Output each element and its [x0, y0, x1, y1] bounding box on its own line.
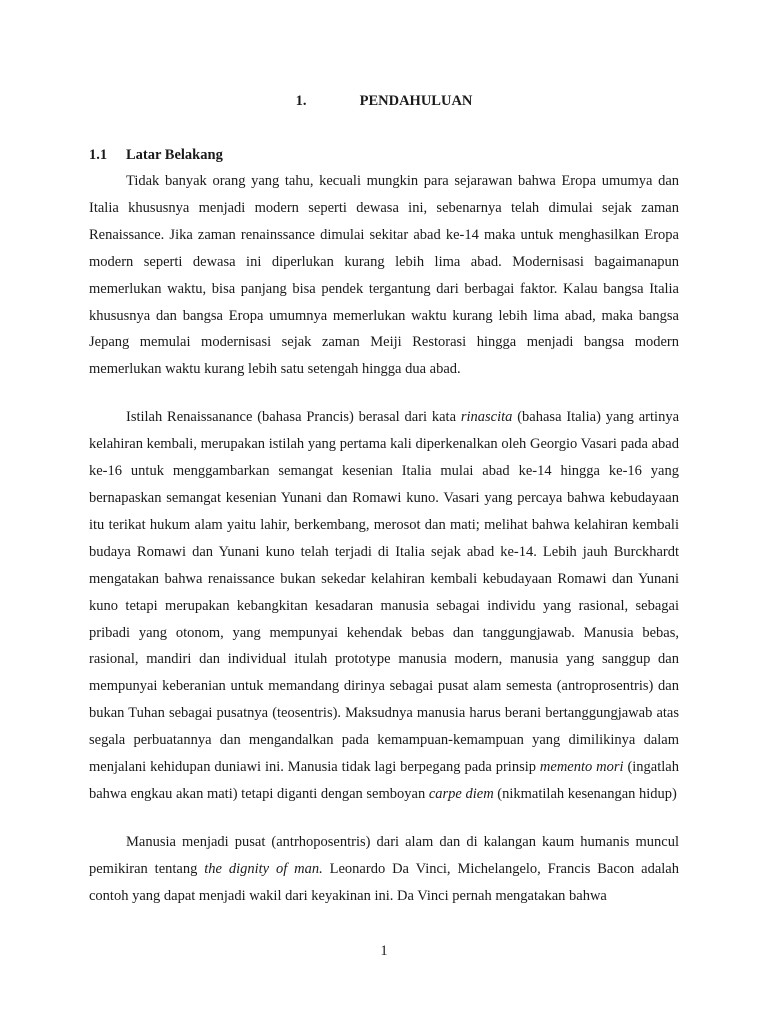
section-heading [89, 147, 223, 164]
page-number: 1 [380, 943, 388, 959]
paragraph-2-text-c: (ingatlah bahwa engkau akan mati) tetapi diganti dengan semboyan [89, 759, 679, 802]
paragraph-2 [89, 404, 679, 808]
body-text [89, 168, 679, 910]
paragraph-3-text-b: Leonardo Da Vinci, Michelangelo, Francis Bacon adalah contoh yang dapat menjadi wakil dari keyakinan ini. Da Vinci pernah mengatakan bahwa [89, 860, 679, 904]
paragraph-1 [89, 168, 679, 383]
paragraph-1-text: Tidak banyak orang yang tahu, kecuali mungkin para sejarawan bahwa Eropa umumya dan Italia khususnya menjadi modern seperti dewasa ini, sebenarnya telah dimulai sejak zaman Renaissance. Jika zaman renainssance dimulai sekitar abad ke-14 maka untuk menghasilkan Eropa modern seperti dewasa ini diperlukan kurang lebih lima abad. Modernisasi bagaimanapun memerlukan waktu, bisa panjang bisa pendek tergantung dari berbagai faktor. Kalau bangsa Italia khususnya dan bangsa Eropa umumnya memerlukan waktu kurang lebih lima abad, maka bangsa Jepang memulai modernisasi sejak zaman Meiji Restorasi hingga menjadi bangsa modern memerlukan waktu kurang lebih satu setengah hingga dua abad. [89, 173, 679, 378]
paragraph-2-text-b: (bahasa Italia) yang artinya kelahiran kembali, merupakan istilah yang pertama kali diperkenalkan oleh Georgio Vasari pada abad ke-16 untuk menggambarkan semangat kesenian Italia mulai abad ke-14 hingga ke-16 yang bernapaskan semangat kesenian Yunani dan Romawi kuno. Vasari yang percaya bahwa kebudayaan itu terikat hukum alam yaitu lahir, berkembang, merosot dan mati; melihat bahwa kelahiran kembali budaya Romawi dan Yunani kuno telah terjadi di Italia sejak abad ke-14. Lebih jauh Burckhardt mengatakan bahwa renaissance bukan sekedar kelahiran kembali kebudayaan Romawi dan Yunani kuno tetapi merupakan kebangkitan kesadaran manusia sebagai individu yang rasional, sebagai pribadi yang otonom, yang mempunyai kehendak bebas dan tanggungjawab. Manusia bebas, rasional, mandiri dan individual itulah prototype manusia modern, manusia yang sanggup dan mempunyai keberanian untuk memandang dirinya sebagai pusat alam semesta (antroprosentris) dan bukan Tuhan sebagai pusatnya (teosentris). Maksudnya manusia harus berani bertanggungjawab atas segala perbuatannya dan mengandalkan pada kemampuan-kemampuan yang dimilikinya dalam menjalani kehidupan duniawi ini. Manusia tidak lagi berpegang pada prinsip [89, 409, 679, 776]
chapter-number: 1. [295, 93, 307, 109]
paragraph-3 [89, 829, 679, 910]
chapter-title [0, 93, 768, 110]
section-title-text: Latar Belakang [126, 147, 223, 163]
paragraph-2-italic-carpe-diem: carpe diem [428, 785, 494, 802]
paragraph-3-text-a: Manusia menjadi pusat (antrhoposentris) dari alam dan di kalangan kaum humanis muncul pemikiran tentang [89, 833, 679, 877]
chapter-title-text: PENDAHULUAN [359, 93, 473, 109]
paragraph-2-text-d: (nikmatilah kesenangan hidup) [493, 785, 677, 802]
paragraph-2-italic-memento-mori: memento mori [539, 759, 624, 776]
paragraph-2-italic-rinascita: rinascita [460, 409, 513, 426]
paragraph-3-italic-dignity: the dignity of man. [204, 860, 323, 877]
paragraph-2-text-a: Istilah Renaissanance (bahasa Prancis) berasal dari kata [126, 409, 461, 426]
section-number: 1.1 [89, 147, 108, 163]
